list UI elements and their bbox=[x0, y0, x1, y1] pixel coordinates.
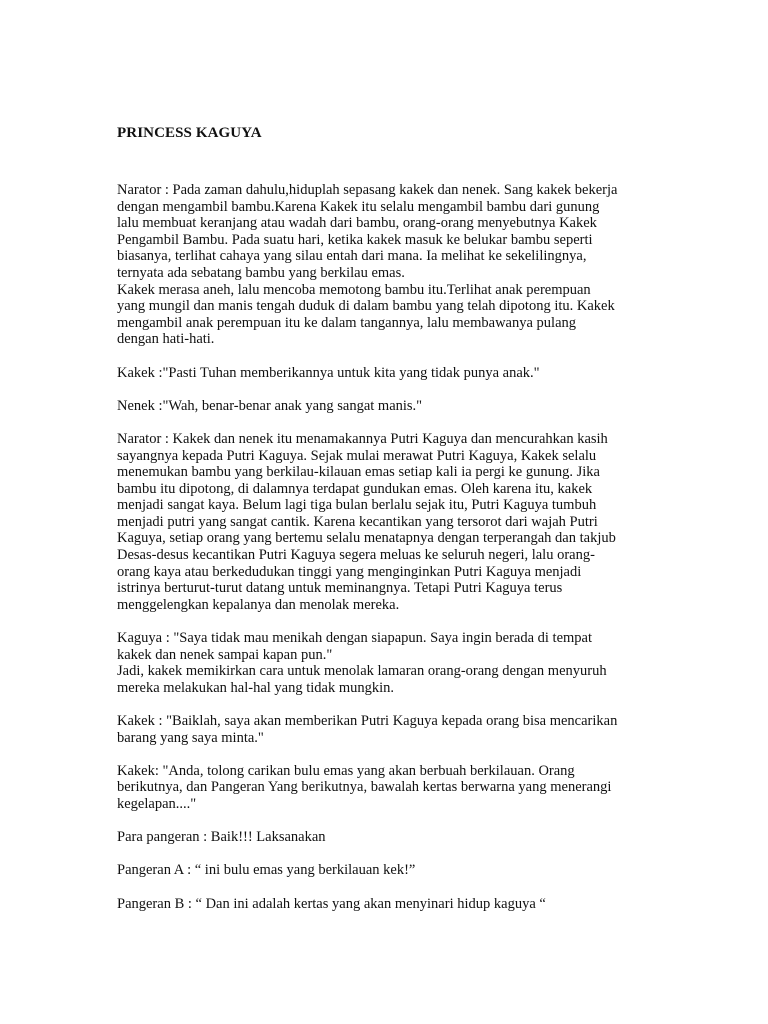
paragraph-kakek-line-2: Kakek : "Baiklah, saya akan memberikan Putri Kaguya kepada orang bisa mencarikan barang yang saya minta." bbox=[117, 713, 618, 746]
document-title: PRINCESS KAGUYA bbox=[117, 125, 262, 141]
paragraph-narrator-intro: Narator : Pada zaman dahulu,hiduplah sepasang kakek dan nenek. Sang kakek bekerja dengan mengambil bambu.Karena Kakek itu selalu mengambil bambu dari gunung lalu membuat keranjang atau wadah dari bambu, orang-orang menyebutnya Kakek Pengambil Bambu. Pada suatu hari, ketika kakek masuk ke belukar bambu seperti biasanya, terlihat cahaya yang silau entah dari mana. Ia melihat ke sekelilingnya, ternyata ada sebatang bambu yang berkilau emas. Kakek merasa aneh, lalu mencoba memotong bambu itu.Terlihat anak perempuan yang mungil dan manis tengah duduk di dalam bambu yang telah dipotong itu. Kakek mengambil anak perempuan itu ke dalam tangannya, lalu membawanya pulang dengan hati-hati. bbox=[117, 182, 618, 348]
paragraph-para-pangeran: Para pangeran : Baik!!! Laksanakan bbox=[117, 829, 326, 846]
paragraph-kaguya-line: Kaguya : "Saya tidak mau menikah dengan siapapun. Saya ingin berada di tempat kakek dan nenek sampai kapan pun." Jadi, kakek memikirkan cara untuk menolak lamaran orang-orang dengan menyuruh mereka melakukan hal-hal yang tidak mungkin. bbox=[117, 630, 607, 696]
paragraph-pangeran-b: Pangeran B : “ Dan ini adalah kertas yang akan menyinari hidup kaguya “ bbox=[117, 895, 546, 912]
paragraph-pangeran-a: Pangeran A : “ ini bulu emas yang berkilauan kek!” bbox=[117, 862, 416, 879]
document-body bbox=[117, 182, 657, 929]
paragraph-kakek-line-1: Kakek :"Pasti Tuhan memberikannya untuk kita yang tidak punya anak." bbox=[117, 364, 540, 381]
paragraph-kakek-line-3: Kakek: "Anda, tolong carikan bulu emas yang akan berbuah berkilauan. Orang berikutnya, dan Pangeran Yang berikutnya, bawalah kertas berwarna yang menerangi kegelapan...." bbox=[117, 762, 612, 812]
paragraph-narrator-kaguya: Narator : Kakek dan nenek itu menamakannya Putri Kaguya dan mencurahkan kasih sayangnya kepada Putri Kaguya. Sejak mulai merawat Putri Kaguya, Kakek selalu menemukan bambu yang berkilau-kilauan emas setiap kali ia pergi ke gunung. Jika bambu itu dipotong, di dalamnya terdapat gundukan emas. Oleh karena itu, kakek menjadi sangat kaya. Belum lagi tiga bulan berlalu sejak itu, Putri Kaguya tumbuh menjadi putri yang sangat cantik. Karena kecantikan yang tersorot dari wajah Putri Kaguya, setiap orang yang bertemu selalu menatapnya dengan terperangah dan takjub Desas-desus kecantikan Putri Kaguya segera meluas ke seluruh negeri, lalu orang- orang kaya atau berkedudukan tinggi yang menginginkan Putri Kaguya menjadi istrinya berturut-turut datang untuk meminangnya. Tetapi Putri Kaguya terus menggelengkan kepalanya dan menolak mereka. bbox=[117, 430, 616, 613]
paragraph-nenek-line: Nenek :"Wah, benar-benar anak yang sangat manis." bbox=[117, 397, 423, 414]
